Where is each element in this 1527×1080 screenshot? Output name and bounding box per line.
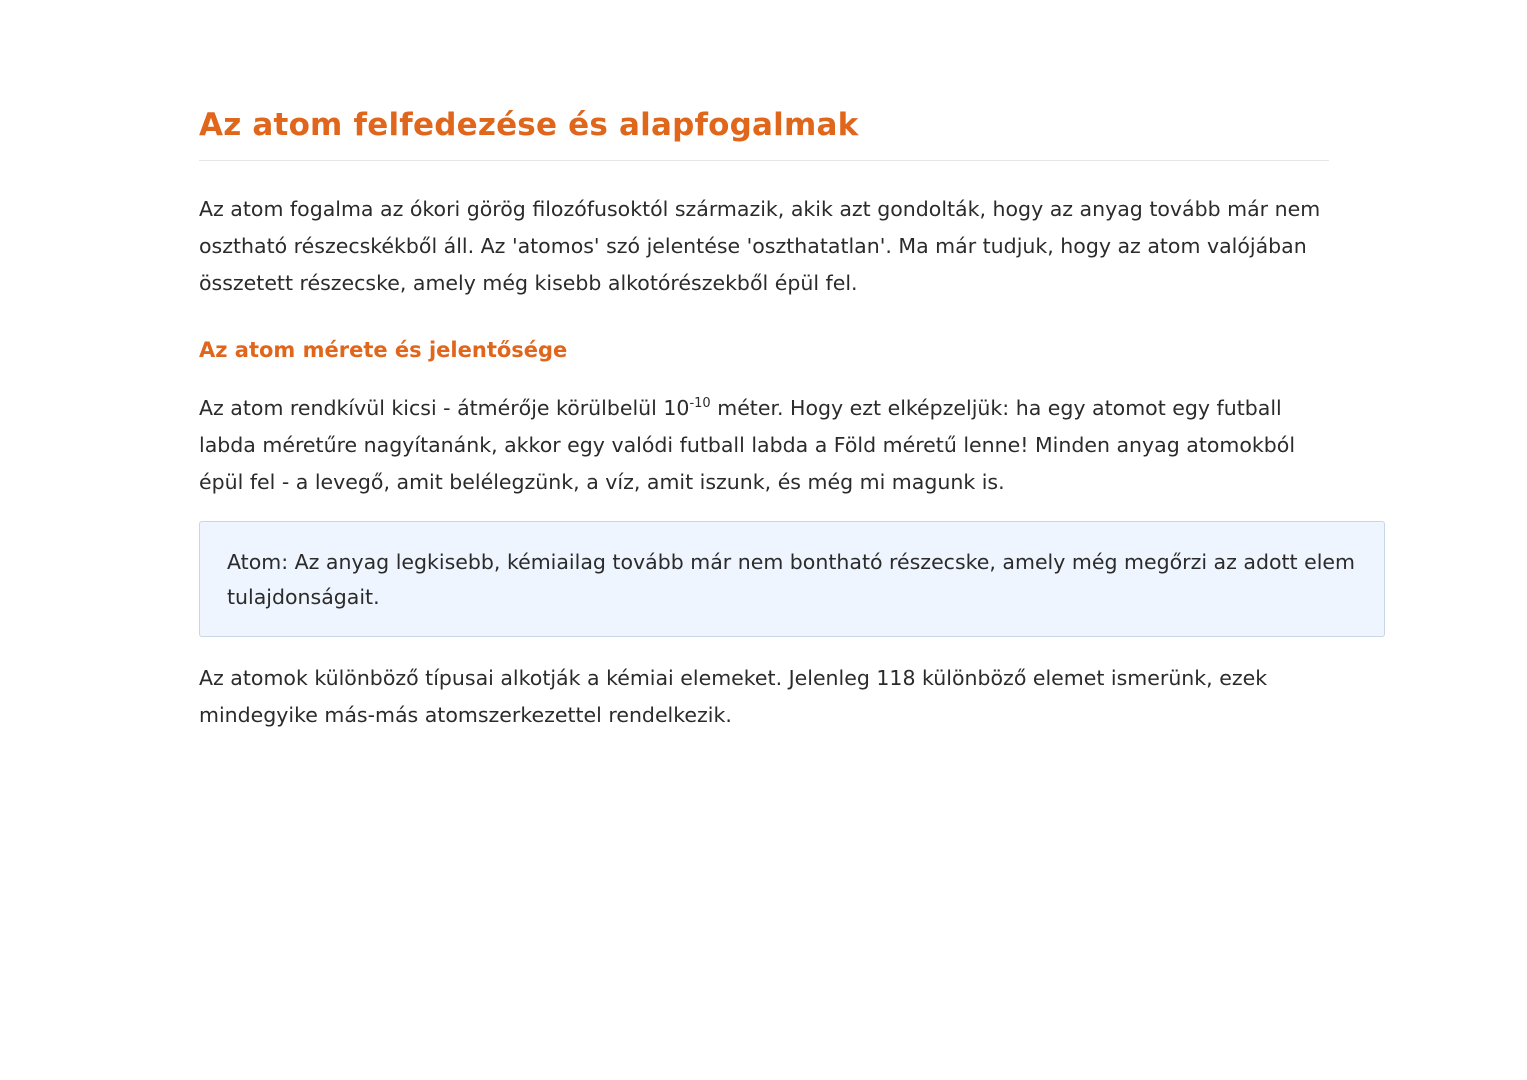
size-exponent: -10 bbox=[689, 396, 711, 412]
elements-paragraph: Az atomok különböző típusai alkotják a kémiai elemeket. Jelenleg 118 különböző elemet ismerünk, ezek mindegyike más-más atomszerkezettel rendelkezik. bbox=[199, 666, 1268, 727]
page-title: Az atom felfedezése és alapfogalmak bbox=[199, 100, 1329, 161]
article bbox=[199, 100, 1385, 734]
section-heading: Az atom mérete és jelentősége bbox=[199, 338, 568, 362]
intro-paragraph: Az atom fogalma az ókori görög filozófusoktól származik, akik azt gondolták, hogy az anyag tovább már nem osztható részecskékből áll. Az 'atomos' szó jelentése 'oszthatatlan'. Ma már tudjuk, hogy az atom valójában összetett részecske, amely még kisebb alkotórészekből épül fel. bbox=[199, 197, 1321, 295]
atom-size-text-start: Az atom rendkívül kicsi - átmérője körülbelül 10 bbox=[199, 396, 690, 420]
definition-box: Atom: Az anyag legkisebb, kémiailag tovább már nem bontható részecske, amely még megőrzi az adott elem tulajdonságait. bbox=[199, 521, 1385, 637]
atom-size-text-end: méter. Hogy ezt elképzeljük: ha egy atomot egy futball labda méretűre nagyítanánk, akkor egy valódi futball labda a Föld méretű lenne! Minden anyag atomokból épül fel - a levegő, amit belélegzünk, a víz, amit iszunk, és még mi magunk is. bbox=[199, 396, 1296, 494]
atom-size-paragraph bbox=[199, 390, 1329, 501]
